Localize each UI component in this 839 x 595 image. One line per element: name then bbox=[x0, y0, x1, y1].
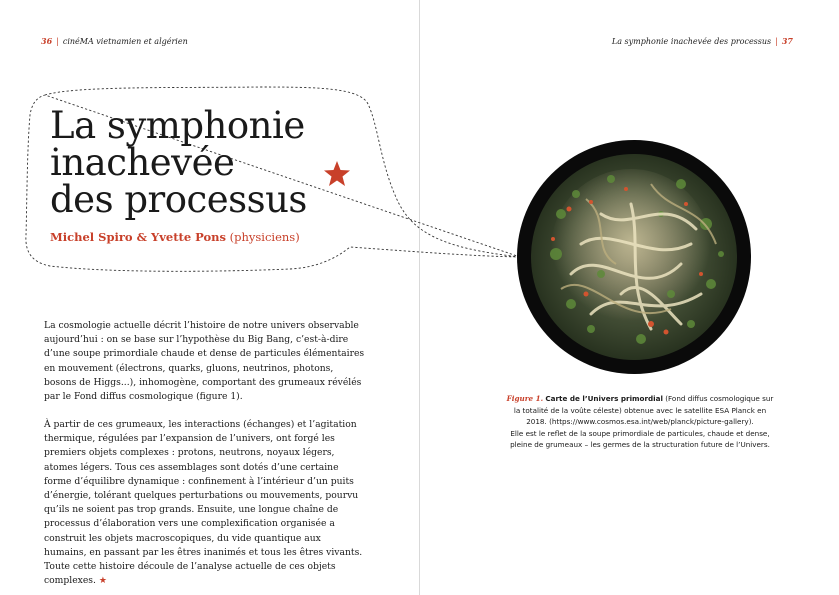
left-running-title: cinéMA vietnamien et algérien bbox=[62, 37, 188, 46]
left-page-number: 36 bbox=[41, 36, 53, 46]
caption-line-2: la totalité de la voûte céleste) obtenue avec le satellite ESA Planck en bbox=[513, 405, 767, 415]
paragraph-2-text: À partir de ces grumeaux, les interactions (échanges) et l’agitation thermique, régulées par l’expansion de l’univers, ont forgé les premiers objets complexes : protons, neutrons, noyaux légers, atomes légers. Tous ces assemblages sont dotés d’une certaine forme d’équilibre dynamique : confinement à l’intérieur d’un puits d’énergie, tolérant quelques perturbations ou mouvements, pourvu qu’ils ne soient pas trop grands. Ensuite, une longue chaîne de processus d’élaboration vers une complexification organisée a construit les objets macroscopiques, du vide quantique aux humains, en passant par les êtres inanimés et tous les êtres vivants. Toute cette histoire découle de l’analyse actuelle de ces objets complexes. bbox=[44, 419, 363, 587]
right-running-head bbox=[612, 36, 793, 46]
cmb-map-illustration bbox=[531, 154, 737, 360]
header-separator: | bbox=[56, 37, 59, 46]
right-running-title: La symphonie inachevée des processus bbox=[611, 37, 772, 46]
authors-line bbox=[50, 230, 300, 244]
body-paragraph-1: La cosmologie actuelle décrit l’histoire de notre univers observable aujourd’hui : on se base sur l’hypothèse du Big Bang, c’est-à-dire d’une soupe primordiale chaude et dense de particules élémentaires en mouvement (électrons, quarks, gluons, neutrinos, photons, bosons de Higgs...), inhomogène, comportant des grumeaux révélés par le Fond diffus cosmologique (figure 1). bbox=[44, 320, 365, 403]
title-line: La symphonie bbox=[50, 104, 305, 147]
caption-line-1-rest: (Fond diffus cosmologique sur bbox=[665, 394, 774, 403]
right-page-number: 37 bbox=[781, 36, 793, 46]
header-separator: | bbox=[775, 37, 778, 46]
title-line: des processus bbox=[50, 178, 307, 221]
title-line: inachevée bbox=[50, 141, 235, 184]
page-gutter bbox=[419, 0, 420, 595]
figure-caption bbox=[500, 393, 780, 451]
caption-line-4: Elle est le reflet de la soupe primordiale de particules, chaude et dense, bbox=[510, 428, 770, 438]
author-role: (physiciens) bbox=[229, 230, 300, 244]
figure-label: Figure 1. bbox=[506, 394, 544, 403]
body-paragraph-2 bbox=[44, 418, 366, 588]
red-star-icon bbox=[322, 159, 352, 189]
figure-circular-frame bbox=[517, 140, 751, 374]
left-running-head bbox=[41, 36, 188, 46]
cmb-map-image bbox=[531, 154, 737, 360]
caption-line-1 bbox=[500, 393, 780, 405]
end-star-icon: ★ bbox=[98, 575, 108, 587]
caption-title: Carte de l’Univers primordial bbox=[545, 394, 663, 403]
author-names: Michel Spiro & Yvette Pons bbox=[50, 230, 226, 244]
caption-line-5: pleine de grumeaux – les germes de la structuration future de l’Univers. bbox=[510, 440, 770, 449]
article-title bbox=[50, 104, 307, 221]
caption-line-3: 2018. (https://www.cosmos.esa.int/web/planck/picture-gallery). bbox=[526, 417, 754, 426]
